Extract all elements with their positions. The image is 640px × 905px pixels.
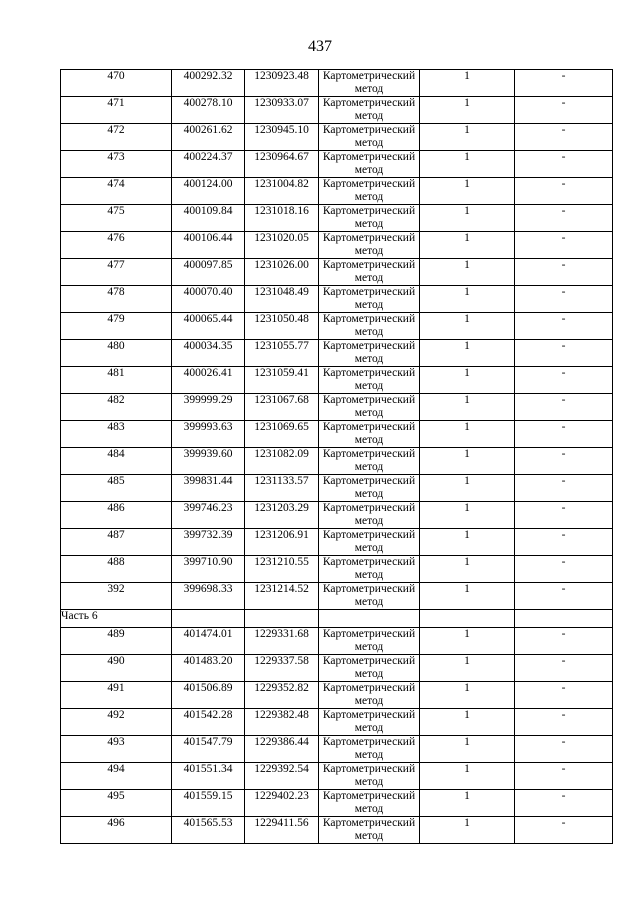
method-cell bbox=[319, 790, 420, 817]
method-text: Картометрический метод bbox=[322, 421, 416, 446]
x-coordinate-cell: 399939.60 bbox=[172, 448, 245, 475]
description-cell: - bbox=[515, 151, 613, 178]
description-cell: - bbox=[515, 394, 613, 421]
description-cell: - bbox=[515, 655, 613, 682]
accuracy-cell: 1 bbox=[420, 448, 515, 475]
table-row bbox=[61, 529, 613, 556]
accuracy-cell: 1 bbox=[420, 583, 515, 610]
method-text: Картометрический метод bbox=[322, 97, 416, 122]
description-cell: - bbox=[515, 583, 613, 610]
y-coordinate-cell: 1230964.67 bbox=[245, 151, 319, 178]
method-text: Картометрический метод bbox=[322, 205, 416, 230]
table-row bbox=[61, 394, 613, 421]
y-coordinate-cell: 1229352.82 bbox=[245, 682, 319, 709]
method-cell bbox=[319, 259, 420, 286]
method-text: Картометрический метод bbox=[322, 628, 416, 653]
x-coordinate-cell: 401542.28 bbox=[172, 709, 245, 736]
description-cell: - bbox=[515, 232, 613, 259]
method-cell bbox=[319, 124, 420, 151]
method-cell bbox=[319, 556, 420, 583]
y-coordinate-cell: 1231050.48 bbox=[245, 313, 319, 340]
y-coordinate-cell: 1231004.82 bbox=[245, 178, 319, 205]
x-coordinate-cell: 400292.32 bbox=[172, 70, 245, 97]
accuracy-cell: 1 bbox=[420, 628, 515, 655]
description-cell: - bbox=[515, 763, 613, 790]
method-text: Картометрический метод bbox=[322, 736, 416, 761]
y-coordinate-cell: 1231048.49 bbox=[245, 286, 319, 313]
empty-cell bbox=[515, 610, 613, 628]
method-cell bbox=[319, 313, 420, 340]
table-row bbox=[61, 817, 613, 844]
x-coordinate-cell: 399993.63 bbox=[172, 421, 245, 448]
method-text: Картометрический метод bbox=[322, 259, 416, 284]
accuracy-cell: 1 bbox=[420, 70, 515, 97]
method-cell bbox=[319, 529, 420, 556]
accuracy-cell: 1 bbox=[420, 394, 515, 421]
y-coordinate-cell: 1229411.56 bbox=[245, 817, 319, 844]
point-number-cell: 479 bbox=[61, 313, 172, 340]
y-coordinate-cell: 1231018.16 bbox=[245, 205, 319, 232]
y-coordinate-cell: 1231055.77 bbox=[245, 340, 319, 367]
method-cell bbox=[319, 475, 420, 502]
x-coordinate-cell: 401551.34 bbox=[172, 763, 245, 790]
accuracy-cell: 1 bbox=[420, 124, 515, 151]
y-coordinate-cell: 1231206.91 bbox=[245, 529, 319, 556]
method-text: Картометрический метод bbox=[322, 286, 416, 311]
method-cell bbox=[319, 763, 420, 790]
x-coordinate-cell: 401474.01 bbox=[172, 628, 245, 655]
table-row bbox=[61, 205, 613, 232]
method-cell bbox=[319, 340, 420, 367]
description-cell: - bbox=[515, 682, 613, 709]
accuracy-cell: 1 bbox=[420, 97, 515, 124]
table-row bbox=[61, 259, 613, 286]
x-coordinate-cell: 399999.29 bbox=[172, 394, 245, 421]
point-number-cell: 471 bbox=[61, 97, 172, 124]
x-coordinate-cell: 399732.39 bbox=[172, 529, 245, 556]
method-cell bbox=[319, 367, 420, 394]
method-cell bbox=[319, 655, 420, 682]
point-number-cell: 472 bbox=[61, 124, 172, 151]
point-number-cell: 482 bbox=[61, 394, 172, 421]
empty-cell bbox=[319, 610, 420, 628]
description-cell: - bbox=[515, 286, 613, 313]
method-text: Картометрический метод bbox=[322, 151, 416, 176]
accuracy-cell: 1 bbox=[420, 151, 515, 178]
method-cell bbox=[319, 151, 420, 178]
accuracy-cell: 1 bbox=[420, 736, 515, 763]
x-coordinate-cell: 400278.10 bbox=[172, 97, 245, 124]
table-row bbox=[61, 70, 613, 97]
y-coordinate-cell: 1231020.05 bbox=[245, 232, 319, 259]
empty-cell bbox=[245, 610, 319, 628]
method-text: Картометрический метод bbox=[322, 313, 416, 338]
section-label: Часть 6 bbox=[61, 610, 172, 628]
method-cell bbox=[319, 709, 420, 736]
table-row bbox=[61, 286, 613, 313]
accuracy-cell: 1 bbox=[420, 340, 515, 367]
description-cell: - bbox=[515, 790, 613, 817]
description-cell: - bbox=[515, 340, 613, 367]
point-number-cell: 477 bbox=[61, 259, 172, 286]
accuracy-cell: 1 bbox=[420, 421, 515, 448]
accuracy-cell: 1 bbox=[420, 286, 515, 313]
x-coordinate-cell: 400261.62 bbox=[172, 124, 245, 151]
accuracy-cell: 1 bbox=[420, 367, 515, 394]
point-number-cell: 481 bbox=[61, 367, 172, 394]
point-number-cell: 478 bbox=[61, 286, 172, 313]
x-coordinate-cell: 400070.40 bbox=[172, 286, 245, 313]
y-coordinate-cell: 1230933.07 bbox=[245, 97, 319, 124]
x-coordinate-cell: 400106.44 bbox=[172, 232, 245, 259]
y-coordinate-cell: 1231214.52 bbox=[245, 583, 319, 610]
point-number-cell: 473 bbox=[61, 151, 172, 178]
accuracy-cell: 1 bbox=[420, 502, 515, 529]
description-cell: - bbox=[515, 70, 613, 97]
table-row bbox=[61, 475, 613, 502]
description-cell: - bbox=[515, 817, 613, 844]
table-row bbox=[61, 790, 613, 817]
table-row bbox=[61, 313, 613, 340]
accuracy-cell: 1 bbox=[420, 682, 515, 709]
point-number-cell: 488 bbox=[61, 556, 172, 583]
accuracy-cell: 1 bbox=[420, 763, 515, 790]
point-number-cell: 491 bbox=[61, 682, 172, 709]
table-row bbox=[61, 124, 613, 151]
table-row bbox=[61, 628, 613, 655]
method-text: Картометрический метод bbox=[322, 556, 416, 581]
x-coordinate-cell: 401483.20 bbox=[172, 655, 245, 682]
method-text: Картометрический метод bbox=[322, 817, 416, 842]
method-text: Картометрический метод bbox=[322, 502, 416, 527]
accuracy-cell: 1 bbox=[420, 205, 515, 232]
method-text: Картометрический метод bbox=[322, 583, 416, 608]
method-cell bbox=[319, 97, 420, 124]
y-coordinate-cell: 1229382.48 bbox=[245, 709, 319, 736]
point-number-cell: 494 bbox=[61, 763, 172, 790]
description-cell: - bbox=[515, 421, 613, 448]
x-coordinate-cell: 399831.44 bbox=[172, 475, 245, 502]
method-text: Картометрический метод bbox=[322, 763, 416, 788]
y-coordinate-cell: 1230945.10 bbox=[245, 124, 319, 151]
point-number-cell: 474 bbox=[61, 178, 172, 205]
x-coordinate-cell: 399710.90 bbox=[172, 556, 245, 583]
accuracy-cell: 1 bbox=[420, 556, 515, 583]
y-coordinate-cell: 1231082.09 bbox=[245, 448, 319, 475]
x-coordinate-cell: 400097.85 bbox=[172, 259, 245, 286]
point-number-cell: 493 bbox=[61, 736, 172, 763]
method-cell bbox=[319, 736, 420, 763]
method-text: Картометрический метод bbox=[322, 682, 416, 707]
point-number-cell: 492 bbox=[61, 709, 172, 736]
method-cell bbox=[319, 682, 420, 709]
table-row bbox=[61, 340, 613, 367]
point-number-cell: 476 bbox=[61, 232, 172, 259]
point-number-cell: 490 bbox=[61, 655, 172, 682]
method-cell bbox=[319, 502, 420, 529]
y-coordinate-cell: 1231203.29 bbox=[245, 502, 319, 529]
point-number-cell: 495 bbox=[61, 790, 172, 817]
method-cell bbox=[319, 448, 420, 475]
y-coordinate-cell: 1229392.54 bbox=[245, 763, 319, 790]
x-coordinate-cell: 399698.33 bbox=[172, 583, 245, 610]
point-number-cell: 485 bbox=[61, 475, 172, 502]
point-number-cell: 496 bbox=[61, 817, 172, 844]
table-row bbox=[61, 763, 613, 790]
y-coordinate-cell: 1231133.57 bbox=[245, 475, 319, 502]
x-coordinate-cell: 400224.37 bbox=[172, 151, 245, 178]
page-number: 437 bbox=[308, 38, 332, 55]
method-text: Картометрический метод bbox=[322, 124, 416, 149]
y-coordinate-cell: 1231026.00 bbox=[245, 259, 319, 286]
table-row bbox=[61, 583, 613, 610]
table-row bbox=[61, 502, 613, 529]
table-row bbox=[61, 655, 613, 682]
method-cell bbox=[319, 421, 420, 448]
table-row bbox=[61, 448, 613, 475]
point-number-cell: 475 bbox=[61, 205, 172, 232]
description-cell: - bbox=[515, 178, 613, 205]
empty-cell bbox=[420, 610, 515, 628]
description-cell: - bbox=[515, 736, 613, 763]
table-row bbox=[61, 367, 613, 394]
accuracy-cell: 1 bbox=[420, 709, 515, 736]
x-coordinate-cell: 400065.44 bbox=[172, 313, 245, 340]
y-coordinate-cell: 1231210.55 bbox=[245, 556, 319, 583]
x-coordinate-cell: 400109.84 bbox=[172, 205, 245, 232]
method-text: Картометрический метод bbox=[322, 70, 416, 95]
method-cell bbox=[319, 628, 420, 655]
description-cell: - bbox=[515, 556, 613, 583]
y-coordinate-cell: 1230923.48 bbox=[245, 70, 319, 97]
point-number-cell: 489 bbox=[61, 628, 172, 655]
method-text: Картометрический метод bbox=[322, 475, 416, 500]
method-cell bbox=[319, 286, 420, 313]
point-number-cell: 487 bbox=[61, 529, 172, 556]
section-row bbox=[61, 610, 613, 628]
method-text: Картометрический метод bbox=[322, 340, 416, 365]
accuracy-cell: 1 bbox=[420, 178, 515, 205]
method-cell bbox=[319, 394, 420, 421]
accuracy-cell: 1 bbox=[420, 529, 515, 556]
point-number-cell: 483 bbox=[61, 421, 172, 448]
coordinates-table bbox=[60, 69, 613, 844]
table-row bbox=[61, 736, 613, 763]
method-text: Картометрический метод bbox=[322, 367, 416, 392]
coordinates-table-body bbox=[61, 70, 613, 844]
x-coordinate-cell: 401565.53 bbox=[172, 817, 245, 844]
y-coordinate-cell: 1229337.58 bbox=[245, 655, 319, 682]
point-number-cell: 470 bbox=[61, 70, 172, 97]
description-cell: - bbox=[515, 367, 613, 394]
y-coordinate-cell: 1229402.23 bbox=[245, 790, 319, 817]
table-row bbox=[61, 232, 613, 259]
point-number-cell: 480 bbox=[61, 340, 172, 367]
point-number-cell: 486 bbox=[61, 502, 172, 529]
point-number-cell: 484 bbox=[61, 448, 172, 475]
description-cell: - bbox=[515, 205, 613, 232]
y-coordinate-cell: 1231059.41 bbox=[245, 367, 319, 394]
accuracy-cell: 1 bbox=[420, 313, 515, 340]
empty-cell bbox=[172, 610, 245, 628]
table-row bbox=[61, 421, 613, 448]
accuracy-cell: 1 bbox=[420, 475, 515, 502]
description-cell: - bbox=[515, 313, 613, 340]
method-text: Картометрический метод bbox=[322, 709, 416, 734]
description-cell: - bbox=[515, 475, 613, 502]
x-coordinate-cell: 401547.79 bbox=[172, 736, 245, 763]
method-text: Картометрический метод bbox=[322, 790, 416, 815]
method-text: Картометрический метод bbox=[322, 232, 416, 257]
table-row bbox=[61, 151, 613, 178]
method-cell bbox=[319, 178, 420, 205]
description-cell: - bbox=[515, 259, 613, 286]
method-text: Картометрический метод bbox=[322, 529, 416, 554]
description-cell: - bbox=[515, 502, 613, 529]
x-coordinate-cell: 400124.00 bbox=[172, 178, 245, 205]
x-coordinate-cell: 401559.15 bbox=[172, 790, 245, 817]
y-coordinate-cell: 1231067.68 bbox=[245, 394, 319, 421]
method-cell bbox=[319, 70, 420, 97]
method-text: Картометрический метод bbox=[322, 394, 416, 419]
x-coordinate-cell: 399746.23 bbox=[172, 502, 245, 529]
y-coordinate-cell: 1229386.44 bbox=[245, 736, 319, 763]
table-row bbox=[61, 682, 613, 709]
accuracy-cell: 1 bbox=[420, 655, 515, 682]
x-coordinate-cell: 401506.89 bbox=[172, 682, 245, 709]
table-row bbox=[61, 709, 613, 736]
description-cell: - bbox=[515, 448, 613, 475]
description-cell: - bbox=[515, 529, 613, 556]
accuracy-cell: 1 bbox=[420, 259, 515, 286]
accuracy-cell: 1 bbox=[420, 790, 515, 817]
description-cell: - bbox=[515, 97, 613, 124]
description-cell: - bbox=[515, 709, 613, 736]
method-cell bbox=[319, 232, 420, 259]
table-row bbox=[61, 178, 613, 205]
method-text: Картометрический метод bbox=[322, 655, 416, 680]
table-row bbox=[61, 556, 613, 583]
accuracy-cell: 1 bbox=[420, 817, 515, 844]
y-coordinate-cell: 1229331.68 bbox=[245, 628, 319, 655]
x-coordinate-cell: 400026.41 bbox=[172, 367, 245, 394]
x-coordinate-cell: 400034.35 bbox=[172, 340, 245, 367]
method-cell bbox=[319, 583, 420, 610]
method-text: Картометрический метод bbox=[322, 178, 416, 203]
point-number-cell: 392 bbox=[61, 583, 172, 610]
accuracy-cell: 1 bbox=[420, 232, 515, 259]
description-cell: - bbox=[515, 124, 613, 151]
y-coordinate-cell: 1231069.65 bbox=[245, 421, 319, 448]
method-cell bbox=[319, 205, 420, 232]
description-cell: - bbox=[515, 628, 613, 655]
method-text: Картометрический метод bbox=[322, 448, 416, 473]
table-row bbox=[61, 97, 613, 124]
method-cell bbox=[319, 817, 420, 844]
